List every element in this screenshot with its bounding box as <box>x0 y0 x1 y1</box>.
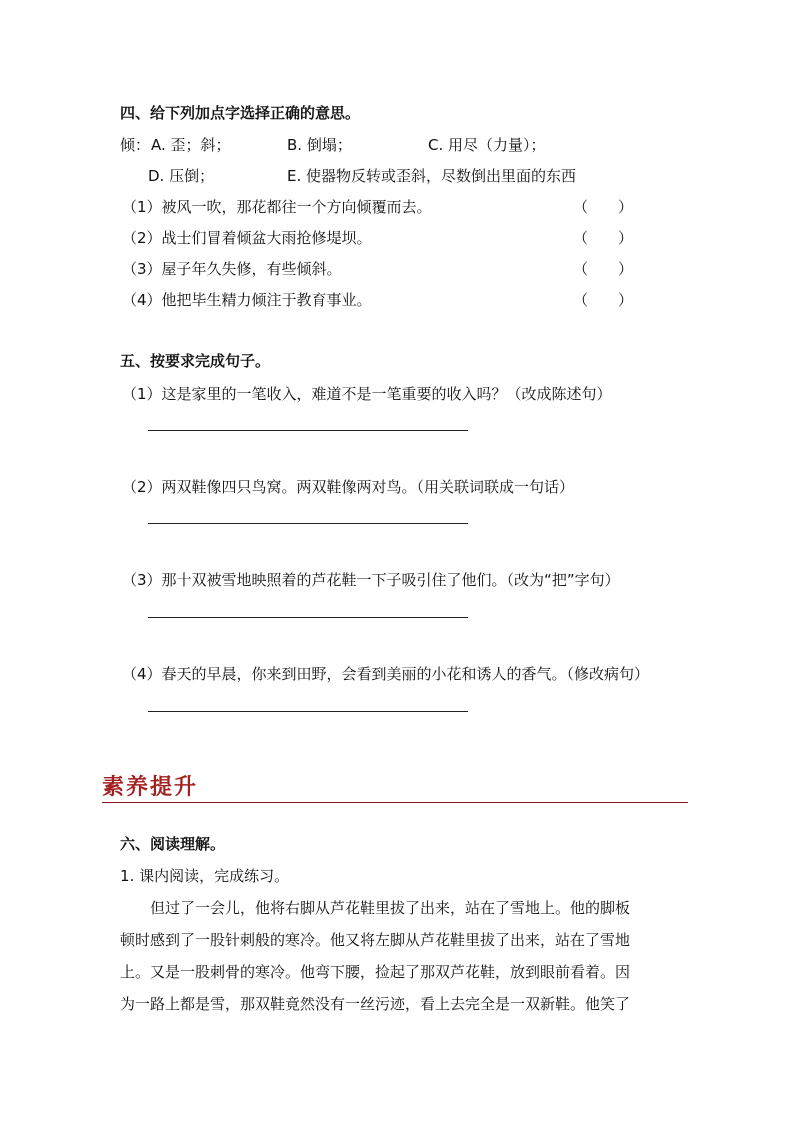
s5-answer-line-2[interactable] <box>148 523 468 524</box>
s4-answer-paren-3[interactable]: （ ） <box>573 260 634 278</box>
s4-answer-paren-2[interactable]: （ ） <box>573 229 634 247</box>
s5-item-4: （4）春天的早晨，你来到田野，会看到美丽的小花和诱人的香气。（修改病句） <box>122 665 650 683</box>
reading-passage-line-2: 顿时感到了一股针刺般的寒冷。他又将左脚从芦花鞋里拔了出来，站在了雪地 <box>120 931 631 949</box>
reading-passage-line-4: 为一路上都是雪，那双鞋竟然没有一丝污迹，看上去完全是一双新鞋。他笑了 <box>120 995 631 1013</box>
s4-item-2: （2）战士们冒着倾盆大雨抢修堤坝。 <box>122 229 372 247</box>
option-a: A. 歪；斜； <box>151 136 231 154</box>
option-d: D. 压倒； <box>148 167 215 185</box>
s4-item-1: （1）被风一吹，那花都往一个方向倾覆而去。 <box>122 198 432 216</box>
section4-heading: 四、给下列加点字选择正确的意思。 <box>120 104 361 122</box>
s4-item-4: （4）他把毕生精力倾注于教育事业。 <box>122 291 372 309</box>
option-c: C. 用尽（力量）； <box>428 136 546 154</box>
section-banner <box>102 770 688 803</box>
reading-passage-line-1: 但过了一会儿，他将右脚从芦花鞋里拔了出来，站在了雪地上。他的脚板 <box>120 899 631 917</box>
s5-item-2: （2）两双鞋像四只鸟窝。两双鞋像两对鸟。（用关联词联成一句话） <box>122 478 575 496</box>
s5-item-3: （3）那十双被雪地映照着的芦花鞋一下子吸引住了他们。（改为“把”字句） <box>122 571 620 589</box>
option-b: B. 倒塌； <box>287 136 352 154</box>
s5-answer-line-4[interactable] <box>148 711 468 712</box>
section6-subheading: 1. 课内阅读，完成练习。 <box>120 867 290 885</box>
section5-heading: 五、按要求完成句子。 <box>120 352 271 370</box>
reading-passage-line-3: 上。又是一股刺骨的寒冷。他弯下腰，捡起了那双芦花鞋，放到眼前看着。因 <box>120 963 631 981</box>
s4-answer-paren-1[interactable]: （ ） <box>573 198 634 216</box>
s5-item-1: （1）这是家里的一笔收入，难道不是一笔重要的收入吗？（改成陈述句） <box>122 385 612 403</box>
char-label: 倾： <box>120 136 151 154</box>
option-e: E. 使器物反转或歪斜，尽数倒出里面的东西 <box>287 167 577 185</box>
s5-answer-line-1[interactable] <box>148 430 468 431</box>
banner-title: 素养提升 <box>102 774 199 800</box>
s5-answer-line-3[interactable] <box>148 617 468 618</box>
s4-item-3: （3）屋子年久失修，有些倾斜。 <box>122 260 342 278</box>
section6-heading: 六、阅读理解。 <box>120 835 226 853</box>
s4-answer-paren-4[interactable]: （ ） <box>573 291 634 309</box>
